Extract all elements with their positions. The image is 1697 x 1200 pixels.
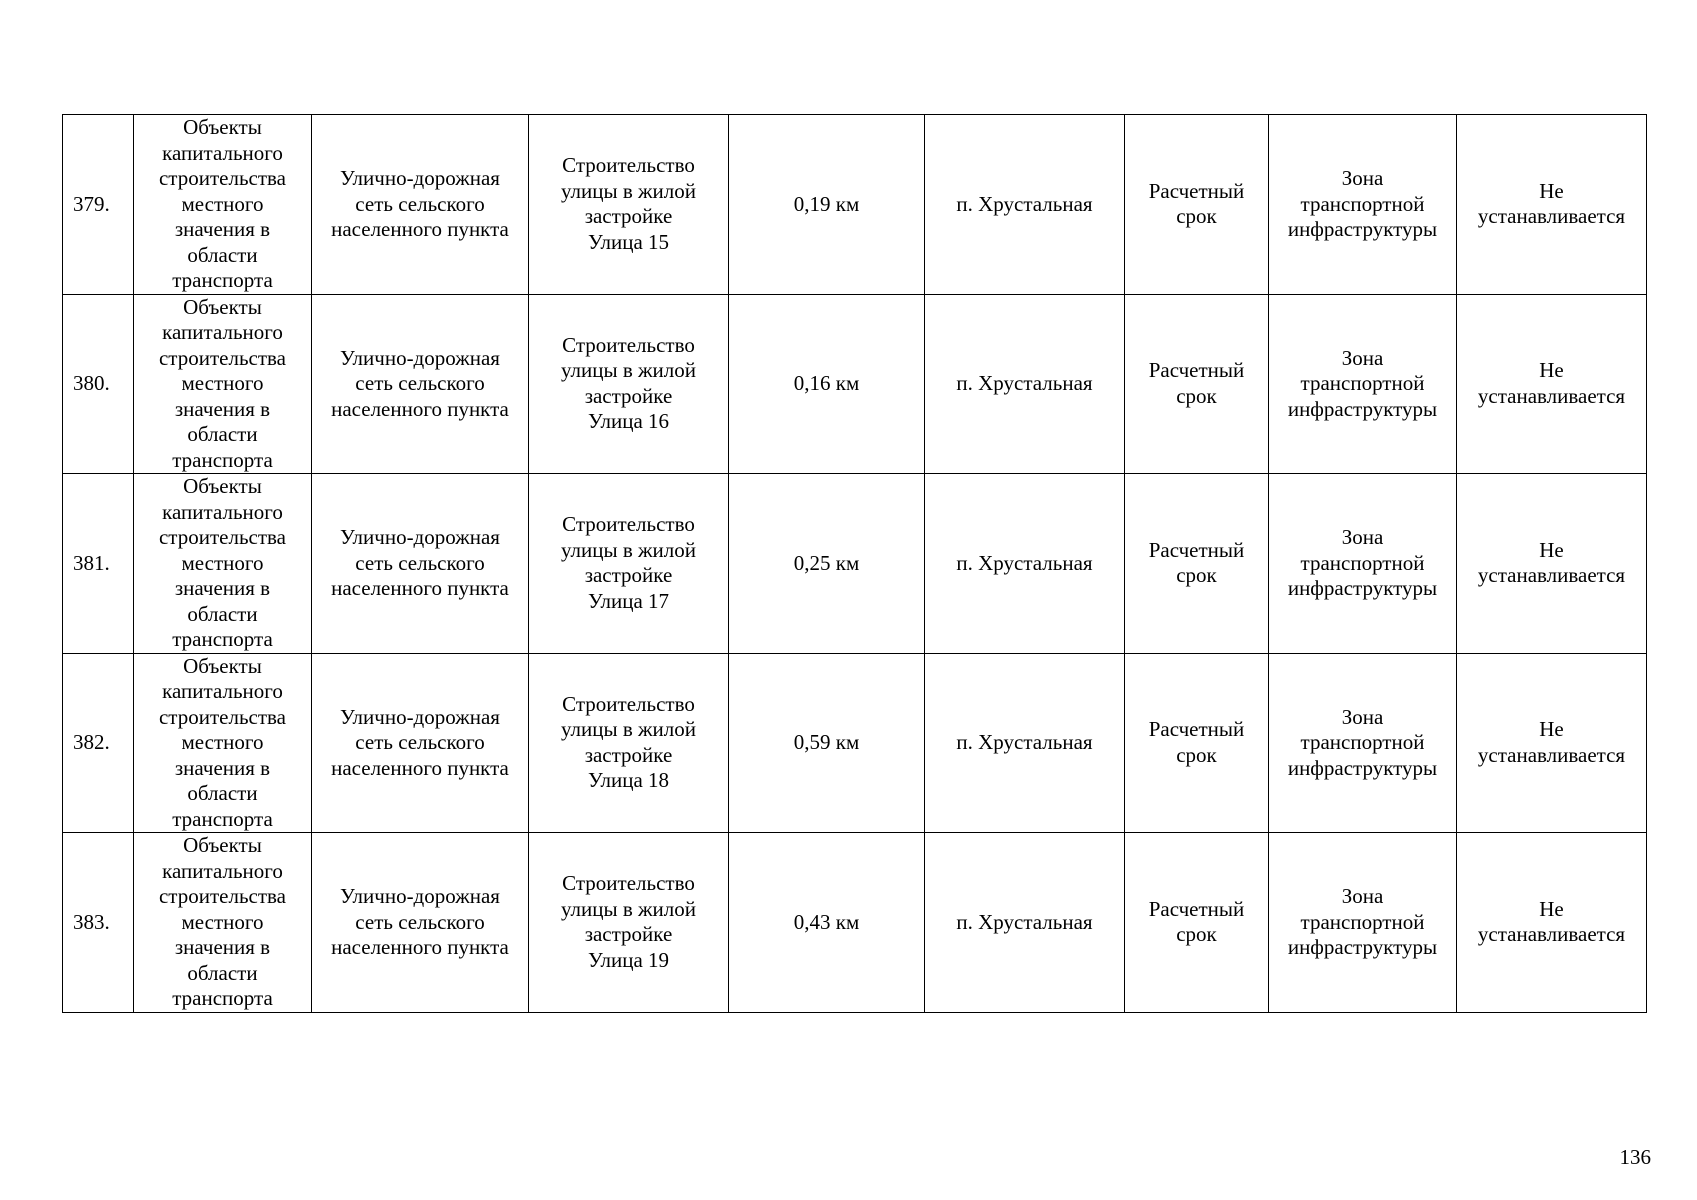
cell-description: Строительство улицы в жилой застройке Улица 19 bbox=[529, 833, 729, 1013]
cell-zone: Зона транспортной инфраструктуры bbox=[1269, 833, 1457, 1013]
cell-category: Объекты капитального строительства местного значения в области транспорта bbox=[134, 653, 312, 833]
cell-type: Улично-дорожная сеть сельского населенного пункта bbox=[312, 115, 529, 295]
cell-category: Объекты капитального строительства местного значения в области транспорта bbox=[134, 474, 312, 654]
table-body bbox=[63, 115, 1647, 1013]
cell-description: Строительство улицы в жилой застройке Улица 17 bbox=[529, 474, 729, 654]
cell-zone: Зона транспортной инфраструктуры bbox=[1269, 294, 1457, 474]
cell-type: Улично-дорожная сеть сельского населенного пункта bbox=[312, 653, 529, 833]
objects-table bbox=[62, 114, 1647, 1013]
cell-term: Расчетный срок bbox=[1125, 653, 1269, 833]
cell-number: 381. bbox=[63, 474, 134, 654]
cell-length: 0,59 км bbox=[729, 653, 925, 833]
cell-protection: Не устанавливается bbox=[1457, 115, 1647, 295]
cell-zone: Зона транспортной инфраструктуры bbox=[1269, 115, 1457, 295]
cell-type: Улично-дорожная сеть сельского населенного пункта bbox=[312, 294, 529, 474]
cell-category: Объекты капитального строительства местного значения в области транспорта bbox=[134, 833, 312, 1013]
cell-category: Объекты капитального строительства местного значения в области транспорта bbox=[134, 115, 312, 295]
cell-term: Расчетный срок bbox=[1125, 115, 1269, 295]
cell-location: п. Хрустальная bbox=[925, 474, 1125, 654]
table-row bbox=[63, 115, 1647, 295]
cell-type: Улично-дорожная сеть сельского населенного пункта bbox=[312, 833, 529, 1013]
cell-term: Расчетный срок bbox=[1125, 294, 1269, 474]
cell-number: 379. bbox=[63, 115, 134, 295]
cell-protection: Не устанавливается bbox=[1457, 474, 1647, 654]
cell-length: 0,25 км bbox=[729, 474, 925, 654]
cell-description: Строительство улицы в жилой застройке Улица 15 bbox=[529, 115, 729, 295]
cell-term: Расчетный срок bbox=[1125, 833, 1269, 1013]
cell-zone: Зона транспортной инфраструктуры bbox=[1269, 474, 1457, 654]
table-row bbox=[63, 653, 1647, 833]
cell-length: 0,43 км bbox=[729, 833, 925, 1013]
cell-location: п. Хрустальная bbox=[925, 653, 1125, 833]
cell-length: 0,16 км bbox=[729, 294, 925, 474]
cell-protection: Не устанавливается bbox=[1457, 833, 1647, 1013]
table-row bbox=[63, 294, 1647, 474]
cell-protection: Не устанавливается bbox=[1457, 653, 1647, 833]
cell-description: Строительство улицы в жилой застройке Улица 16 bbox=[529, 294, 729, 474]
cell-number: 380. bbox=[63, 294, 134, 474]
cell-location: п. Хрустальная bbox=[925, 833, 1125, 1013]
cell-length: 0,19 км bbox=[729, 115, 925, 295]
cell-protection: Не устанавливается bbox=[1457, 294, 1647, 474]
table-row bbox=[63, 833, 1647, 1013]
cell-term: Расчетный срок bbox=[1125, 474, 1269, 654]
cell-type: Улично-дорожная сеть сельского населенного пункта bbox=[312, 474, 529, 654]
cell-location: п. Хрустальная bbox=[925, 294, 1125, 474]
cell-number: 383. bbox=[63, 833, 134, 1013]
cell-zone: Зона транспортной инфраструктуры bbox=[1269, 653, 1457, 833]
cell-location: п. Хрустальная bbox=[925, 115, 1125, 295]
cell-category: Объекты капитального строительства местного значения в области транспорта bbox=[134, 294, 312, 474]
page-number: 136 bbox=[1619, 1145, 1651, 1169]
table-row bbox=[63, 474, 1647, 654]
cell-number: 382. bbox=[63, 653, 134, 833]
cell-description: Строительство улицы в жилой застройке Улица 18 bbox=[529, 653, 729, 833]
